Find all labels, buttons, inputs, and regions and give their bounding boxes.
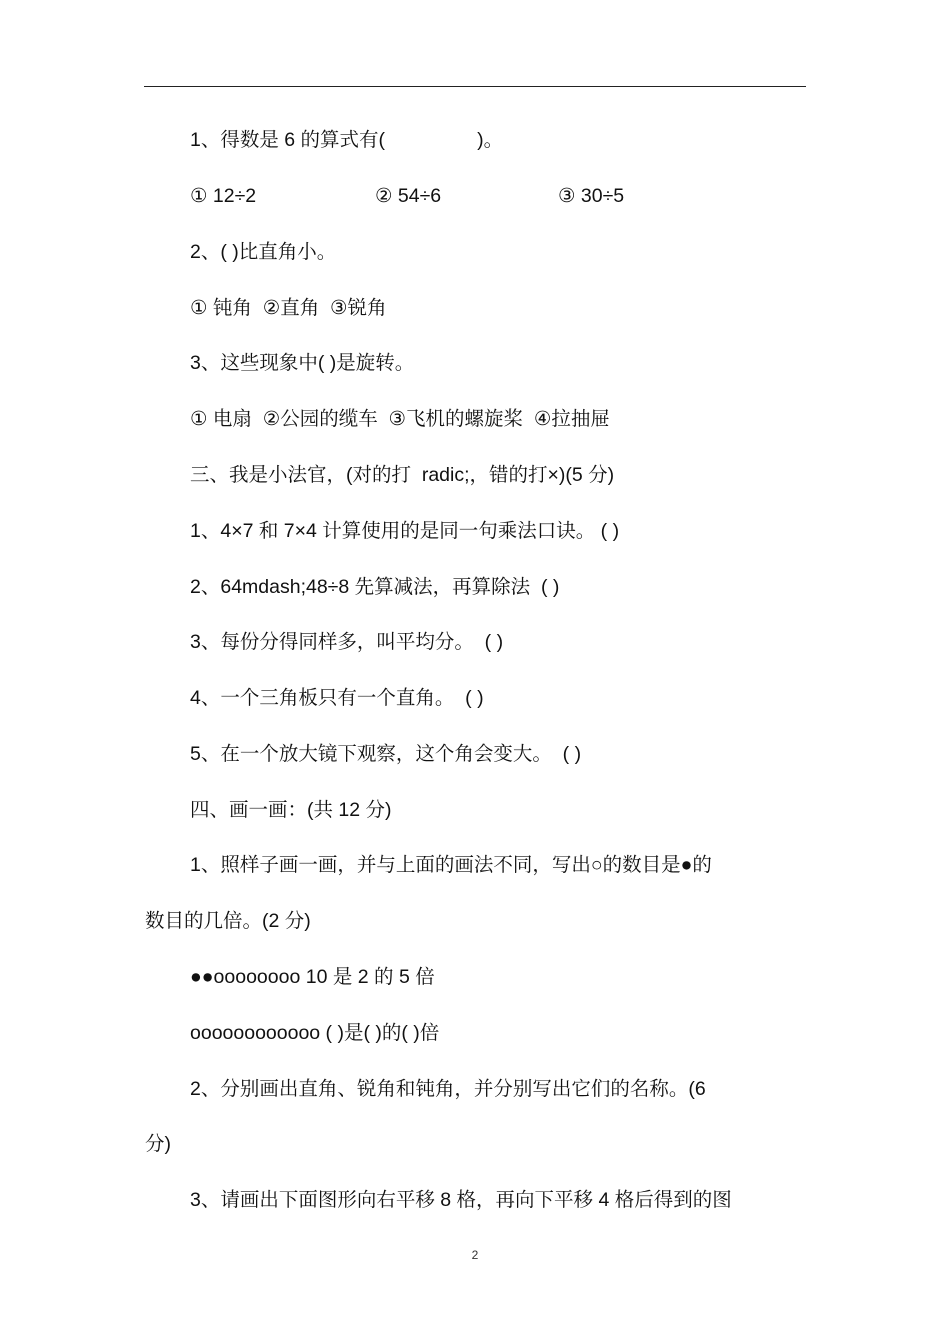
section-3-heading: 三、我是小法官，(对的打 radic;，错的打×)(5 分) xyxy=(190,464,615,486)
question-3-rotation: 3、这些现象中( )是旋转。 xyxy=(190,352,415,374)
draw-item-2-cont: 分) xyxy=(145,1133,171,1155)
page-number: 2 xyxy=(471,1248,479,1262)
draw-example-line: ●●oooooooo 10 是 2 的 5 倍 xyxy=(190,966,435,988)
judge-item-1: 1、4×7 和 7×4 计算使用的是同一句乘法口诀。 ( ) xyxy=(190,520,620,542)
judge-item-5: 5、在一个放大镜下观察，这个角会变大。 ( ) xyxy=(190,743,582,765)
header-rule xyxy=(144,86,806,87)
judge-item-3: 3、每份分得同样多，叫平均分。 ( ) xyxy=(190,631,504,653)
draw-item-2: 2、分别画出直角、锐角和钝角，并分别写出它们的名称。(6 xyxy=(190,1078,706,1100)
draw-answer-line: oooooooooooo ( )是( )的( )倍 xyxy=(190,1022,440,1044)
draw-item-3: 3、请画出下面图形向右平移 8 格，再向下平移 4 格后得到的图 xyxy=(190,1189,732,1211)
question-2-angle: 2、( )比直角小。 xyxy=(190,241,337,263)
option-1: ① 12÷2 xyxy=(190,185,257,207)
draw-item-1: 1、照样子画一画，并与上面的画法不同，写出○的数目是●的 xyxy=(190,854,712,876)
draw-item-1-cont: 数目的几倍。(2 分) xyxy=(145,910,311,932)
question-2-options: ① 钝角 ②直角 ③锐角 xyxy=(190,297,387,319)
section-4-heading: 四、画一画：(共 12 分) xyxy=(190,799,392,821)
question-1-sum-6: 1、得数是 6 的算式有( )。 xyxy=(190,129,504,151)
judge-item-4: 4、一个三角板只有一个直角。 ( ) xyxy=(190,687,484,709)
question-3-options: ① 电扇 ②公园的缆车 ③飞机的螺旋桨 ④拉抽屉 xyxy=(190,408,610,430)
option-3: ③ 30÷5 xyxy=(558,185,625,207)
option-2: ② 54÷6 xyxy=(375,185,442,207)
judge-item-2: 2、64mdash;48÷8 先算减法，再算除法 ( ) xyxy=(190,576,560,598)
